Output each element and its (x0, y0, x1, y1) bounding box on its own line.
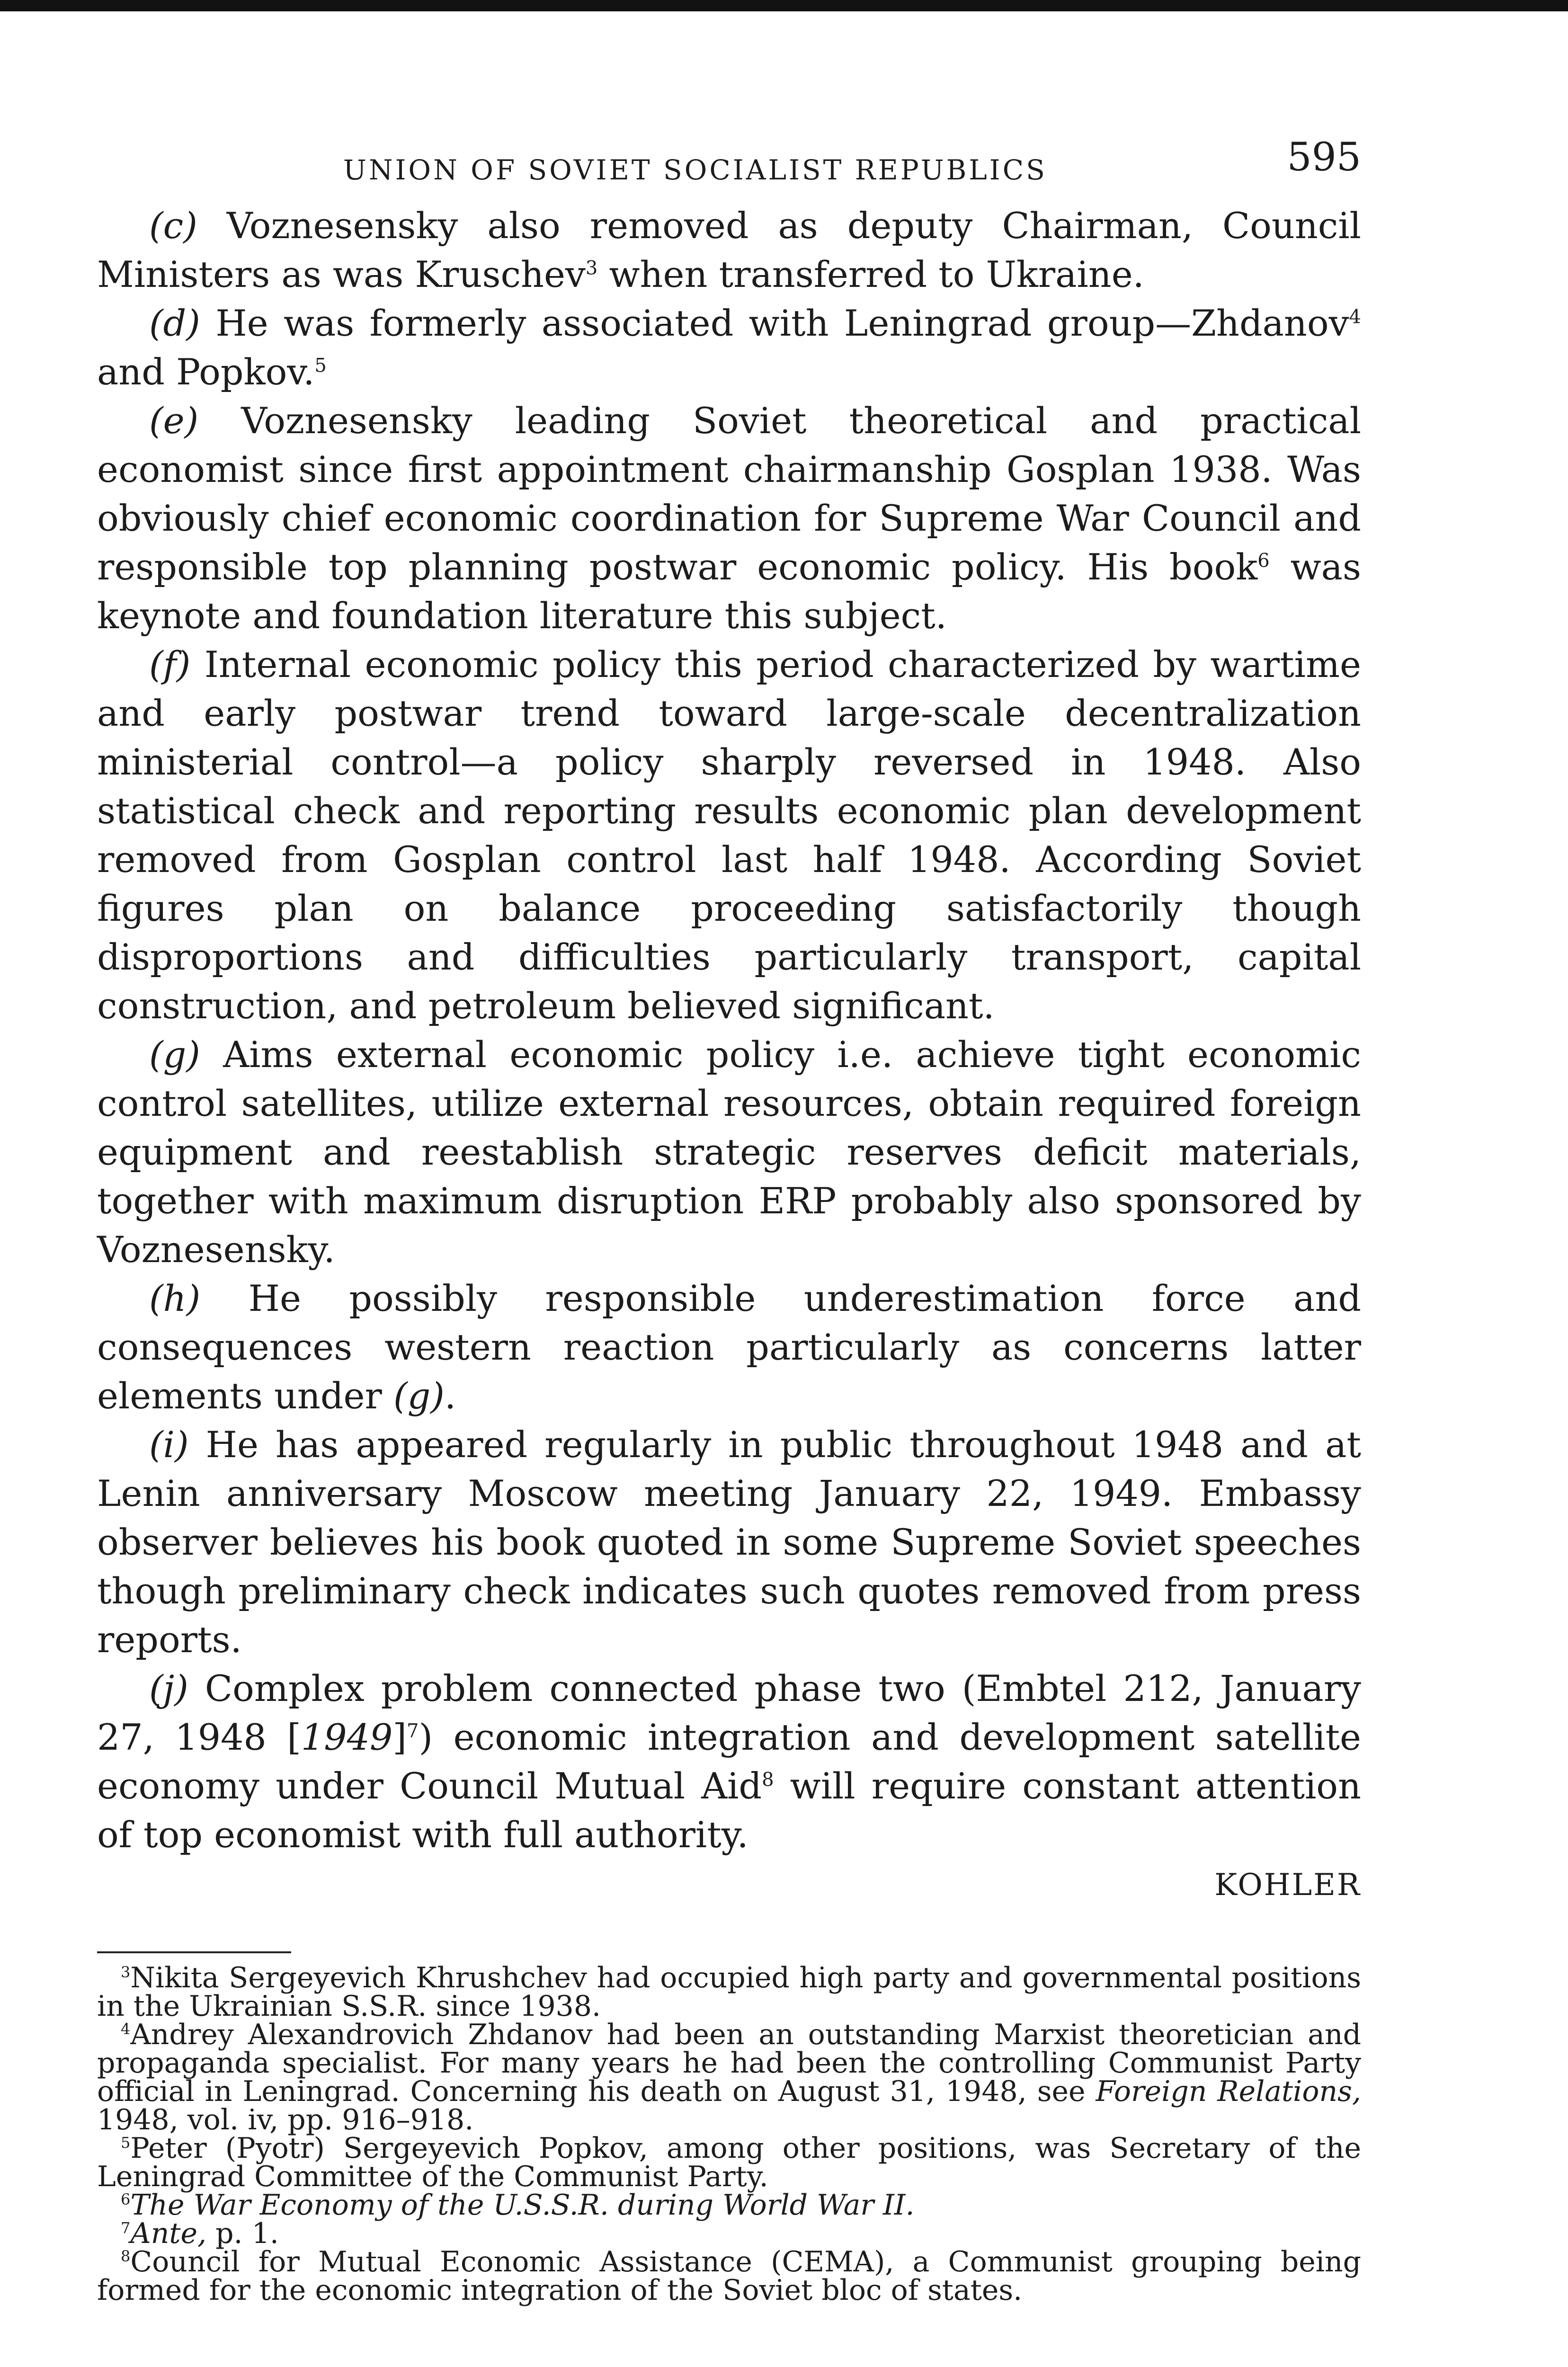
paragraph-h: (h) He possibly responsible underestimation force and consequences western reaction particularly as concerns latter elements under (g). (97, 1277, 1361, 1417)
page-header (97, 125, 1361, 201)
footnote-7: $^7$Ante, p. 1. (121, 2217, 279, 2250)
top-border (0, 0, 1568, 11)
footnote-ref: 3 (585, 257, 598, 279)
footnote-ref: 5 (314, 355, 327, 377)
footnote-divider (97, 1951, 291, 1953)
body-text (97, 201, 1361, 1911)
footnote-ref: 6 (1257, 550, 1270, 572)
footnote-5: $^5$Peter (Pyotr) Sergeyevich Popkov, among other positions, was Secretary of the Leningrad Committee of the Communist Party. (97, 2132, 1361, 2193)
footnote-3: $^3$Nikita Sergeyevich Khrushchev had occupied high party and governmental positions in the Ukrainian S.S.R. since 1938. (97, 1961, 1361, 2023)
paragraph-c: (c) Voznesensky also removed as deputy Chairman, Council Ministers as was Kruschev$^3$ when transferred to Ukraine. (97, 205, 1361, 295)
footnote-ref: 4 (1349, 306, 1361, 328)
running-head: UNION OF SOVIET SOCIALIST REPUBLICS (343, 154, 1047, 186)
footnote-8: $^8$Council for Mutual Economic Assistance (CEMA), a Communist grouping being formed for the economic integration of the Soviet bloc of states. (97, 2245, 1361, 2307)
paragraph-e: (e) Voznesensky leading Soviet theoretical and practical economist since first appointment chairmanship Gosplan 1938. Was obviously chief economic coordination for Supreme War Council and responsible top planning postwar economic policy. His book$^6$ was keynote and foundation literature this subject. (97, 400, 1361, 637)
signature: KOHLER (1214, 1868, 1361, 1903)
footnote-4: $^4$Andrey Alexandrovich Zhdanov had been an outstanding Marxist theoretician and propaganda specialist. For many years he had been the controlling Communist Party official in Leningrad. Concerning his death on August 31, 1948, see Foreign Relations, 1948, vol. iv, pp. 916–918. (97, 2018, 1361, 2136)
paragraph-f: (f) Internal economic policy this period characterized by wartime and early postwar trend toward large-scale decentralization ministerial control—a policy sharply reversed in 1948. Also statistical check and reporting results economic plan development removed from Gosplan control last half 1948. According Soviet figures plan on balance proceeding satisfactorily though disproportions and difficulties particularly transport, capital construction, and petroleum believed significant. (97, 643, 1361, 1027)
paragraph-j: (j) Complex problem connected phase two (Embtel 212, January 27, 1948 $[1949]^7$) economic integration and development satellite economy under Council Mutual Aid$^8$ will require constant attention of top economist with full authority. (97, 1667, 1362, 1856)
paragraph-g: (g) Aims external economic policy i.e. achieve tight economic control satellites, utilize external resources, obtain required foreign equipment and reestablish strategic reserves deficit materials, together with maximum disruption ERP probably also sponsored by Voznesensky. (97, 1033, 1361, 1271)
page-number: 595 (1287, 135, 1361, 180)
footnote-6: $^6$The War Economy of the U.S.S.R. during World War II. (121, 2189, 915, 2222)
paragraph-i: (i) He has appeared regularly in public throughout 1948 and at Lenin anniversary Moscow meeting January 22, 1949. Embassy observer believes his book quoted in some Supreme Soviet speeches though preliminary check indicates such quotes removed from press reports. (97, 1424, 1361, 1661)
paragraph-d: (d) He was formerly associated with Leningrad group—Zhdanov$^4$ and Popkov.$^5$ (97, 302, 1361, 393)
page (97, 125, 1361, 2305)
footnote-ref: 7 (406, 1720, 419, 1742)
footnote-ref: 8 (762, 1769, 774, 1791)
footnotes (97, 1961, 1361, 2307)
